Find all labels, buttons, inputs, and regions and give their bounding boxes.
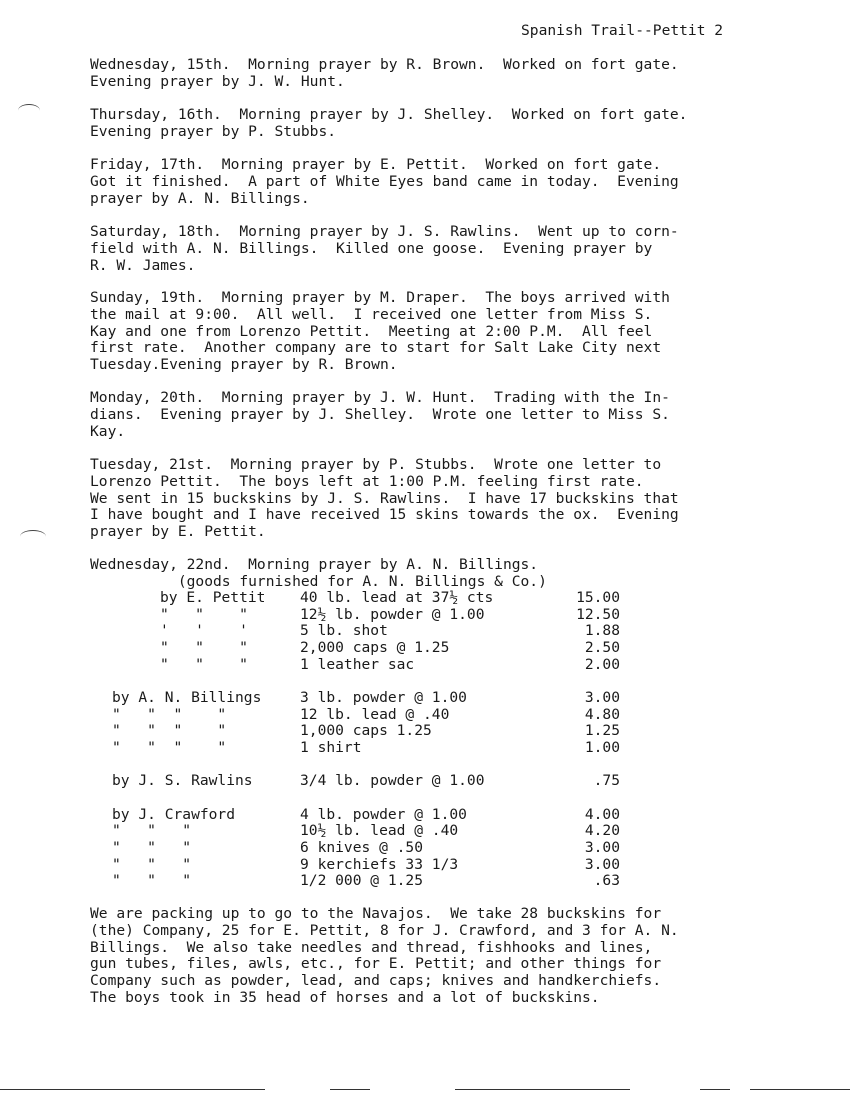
ledger-amount: 3.00 — [584, 839, 620, 856]
ledger-amount: 1.88 — [584, 622, 620, 639]
ledger-item: 40 lb. lead at 37½ cts — [300, 589, 494, 606]
ledger-amount: 3.00 — [584, 689, 620, 706]
paragraph-line: first rate. Another company are to start for Salt Lake City next — [90, 339, 662, 357]
paragraph-line: Monday, 20th. Morning prayer by J. W. Hunt. Trading with the In- — [90, 389, 670, 406]
closing-line: (the) Company, 25 for E. Pettit, 8 for J. Crawford, and 3 for A. N. — [90, 921, 679, 939]
scan-line — [330, 1089, 370, 1090]
ledger-person: by E. Pettit — [160, 589, 266, 606]
paragraph-line: prayer by E. Pettit. — [90, 523, 266, 541]
paragraph-line: R. W. James. — [90, 256, 196, 274]
ledger-person: " " " — [112, 839, 192, 856]
closing-line: Billings. We also take needles and thread, fishhooks and lines, — [90, 938, 653, 956]
paragraph-line: (goods furnished for A. N. Billings & Co.) — [90, 572, 547, 590]
ledger-person: " " " — [160, 656, 248, 673]
ledger-person: by J. S. Rawlins — [112, 772, 253, 789]
ledger-item: 5 lb. shot — [300, 622, 388, 639]
ledger-item: 3/4 lb. powder @ 1.00 — [300, 772, 485, 789]
paragraph-line: prayer by A. N. Billings. — [90, 189, 310, 207]
paragraph-line: Tuesday.Evening prayer by R. Brown. — [90, 356, 398, 374]
scan-line — [0, 1089, 265, 1090]
ledger-item: 1,000 caps 1.25 — [300, 722, 432, 739]
paragraph-line: Tuesday, 21st. Morning prayer by P. Stubbs. Wrote one letter to — [90, 456, 662, 473]
paragraph-line: dians. Evening prayer by J. Shelley. Wrote one letter to Miss S. — [90, 405, 670, 423]
paragraph-line: Sunday, 19th. Morning prayer by M. Draper. The boys arrived with — [90, 289, 670, 306]
paragraph-line: We sent in 15 buckskins by J. S. Rawlins. I have 17 buckskins that — [90, 489, 679, 507]
ledger-amount: 1.25 — [584, 722, 620, 739]
scan-line — [750, 1089, 850, 1090]
ledger-item: 10½ lb. lead @ .40 — [300, 822, 459, 839]
ledger-item: 1 leather sac — [300, 656, 415, 673]
paragraph-line: Thursday, 16th. Morning prayer by J. Shelley. Worked on fort gate. — [90, 106, 688, 123]
ledger-item: 4 lb. powder @ 1.00 — [300, 806, 467, 823]
ledger-amount: .63 — [593, 872, 620, 889]
ledger-amount: 12.50 — [576, 606, 620, 623]
paragraph-line: Wednesday, 22nd. Morning prayer by A. N. Billings. — [90, 556, 539, 573]
ledger-amount: 1.00 — [584, 739, 620, 756]
ledger-amount: 2.50 — [584, 639, 620, 656]
paragraph-line: Kay and one from Lorenzo Pettit. Meeting at 2:00 P.M. All feel — [90, 322, 653, 340]
ledger-person: " " " — [112, 872, 192, 889]
ledger-item: 12 lb. lead @ .40 — [300, 706, 450, 723]
ledger-item: 6 knives @ .50 — [300, 839, 424, 856]
closing-line: We are packing up to go to the Navajos. We take 28 buckskins for — [90, 905, 662, 922]
closing-line: gun tubes, files, awls, etc., for E. Pettit; and other things for — [90, 955, 662, 973]
ledger-person: by J. Crawford — [112, 806, 236, 823]
ledger-person: " " " — [160, 639, 248, 656]
ledger-person: ' ' ' — [160, 622, 248, 639]
closing-line: Company such as powder, lead, and caps; knives and handkerchiefs. — [90, 972, 662, 990]
paragraph-line: Kay. — [90, 422, 126, 440]
ledger-amount: 2.00 — [584, 656, 620, 673]
ledger-person: " " " — [112, 856, 192, 873]
ledger-person: " " " " — [112, 722, 227, 739]
paragraph-line: Evening prayer by J. W. Hunt. — [90, 72, 345, 90]
ledger-person: " " " " — [112, 739, 227, 756]
margin-mark — [18, 104, 40, 117]
page-header: Spanish Trail--Pettit 2 — [521, 22, 724, 39]
ledger-item: 9 kerchiefs 33 1/3 — [300, 856, 459, 873]
paragraph-line: the mail at 9:00. All well. I received one letter from Miss S. — [90, 305, 653, 323]
margin-mark — [20, 530, 46, 543]
paragraph-line: Friday, 17th. Morning prayer by E. Pettit. Worked on fort gate. — [90, 156, 662, 173]
ledger-item: 1/2 000 @ 1.25 — [300, 872, 424, 889]
paragraph-line: field with A. N. Billings. Killed one goose. Evening prayer by — [90, 239, 653, 257]
ledger-person: " " " — [112, 822, 192, 839]
ledger-amount: 4.00 — [584, 806, 620, 823]
ledger-item: 1 shirt — [300, 739, 362, 756]
paragraph-line: Wednesday, 15th. Morning prayer by R. Brown. Worked on fort gate. — [90, 56, 679, 73]
ledger-item: 3 lb. powder @ 1.00 — [300, 689, 467, 706]
paragraph-line: I have bought and I have received 15 skins towards the ox. Evening — [90, 506, 679, 524]
ledger-person: " " " " — [112, 706, 227, 723]
ledger-amount: 3.00 — [584, 856, 620, 873]
paragraph-line: Lorenzo Pettit. The boys left at 1:00 P.M. feeling first rate. — [90, 472, 644, 490]
ledger-amount: 4.20 — [584, 822, 620, 839]
ledger-amount: 4.80 — [584, 706, 620, 723]
paragraph-line: Got it finished. A part of White Eyes band came in today. Evening — [90, 172, 679, 190]
scan-line — [700, 1089, 730, 1090]
paragraph-line: Saturday, 18th. Morning prayer by J. S. Rawlins. Went up to corn- — [90, 223, 679, 240]
closing-line: The boys took in 35 head of horses and a lot of buckskins. — [90, 989, 600, 1006]
ledger-item: 2,000 caps @ 1.25 — [300, 639, 450, 656]
ledger-item: 12½ lb. powder @ 1.00 — [300, 606, 485, 623]
ledger-amount: .75 — [593, 772, 620, 789]
ledger-person: by A. N. Billings — [112, 689, 262, 706]
ledger-amount: 15.00 — [576, 589, 620, 606]
ledger-person: " " " — [160, 606, 248, 623]
paragraph-line: Evening prayer by P. Stubbs. — [90, 122, 337, 140]
scan-line — [455, 1089, 630, 1090]
